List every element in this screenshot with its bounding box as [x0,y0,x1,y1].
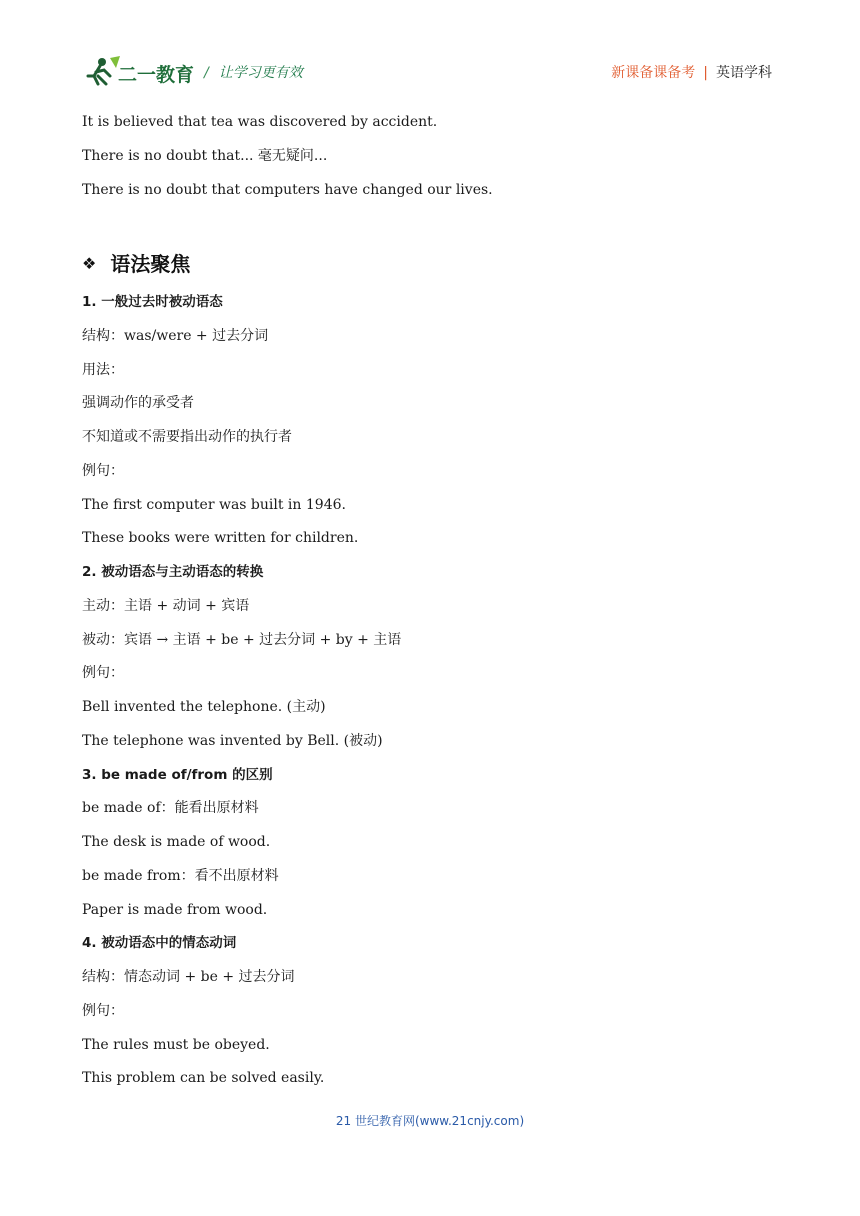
body-line: 主动：主语 + 动词 + 宾语 [82,597,250,614]
body-line: 强调动作的承受者 [82,395,194,412]
body-line: 例句： [82,665,124,682]
body-line: 不知道或不需要指出动作的执行者 [82,429,292,445]
body-line: This problem can be solved easily. [82,1070,325,1087]
slogan: / 让学习更有效 [204,65,303,81]
header-right [611,62,772,82]
page-header [0,0,860,100]
subheading: 1. 一般过去时被动语态 [82,294,223,310]
slogan-text: 让学习更有效 [218,65,303,81]
logo-text: 二一教育 [118,64,195,86]
body-line: The desk is made of wood. [82,834,271,850]
body-line: The rules must be obeyed. [82,1036,270,1053]
body-line: 例句： [82,1002,124,1019]
subheading: 2. 被动语态与主动语态的转换 [82,564,264,580]
page-footer: 21 世纪教育网(www.21cnjy.com) [335,1114,525,1128]
body-line: Bell invented the telephone. (主动) [82,699,326,715]
section-heading [82,248,190,277]
top-line-1: It is believed that tea was discovered by accident. [82,114,438,130]
diamond-bullet-icon: ❖ [82,254,97,273]
body-line: be made from：看不出原材料 [82,867,279,884]
body-line: be made of：能看出原材料 [82,800,259,817]
body-line: 用法： [82,361,124,378]
subheading: 3. be made of/from 的区别 [82,766,273,783]
subheading: 4. 被动语态中的情态动词 [82,935,237,952]
body-line: 结构：was/were + 过去分词 [82,327,269,344]
body-line: 结构：情态动词 + be + 过去分词 [82,969,295,985]
body-line: Paper is made from wood. [82,901,268,918]
subject-label: 英语学科 [716,65,772,81]
section-title: 语法聚焦 [110,252,191,276]
header-separator: | [703,65,708,81]
body-line: The telephone was invented by Bell. (被动) [82,732,383,749]
body-line: The first computer was built in 1946. [82,496,346,513]
top-line-3: There is no doubt that computers have changed our lives. [82,182,493,198]
body-line: 被动：宾语 → 主语 + be + 过去分词 + by + 主语 [82,631,402,648]
body-line: 例句： [82,462,124,479]
top-line-2: There is no doubt that... 毫无疑问... [82,148,328,164]
course-label: 新课备课备考 [611,65,696,81]
body-line: These books were written for children. [82,530,359,547]
